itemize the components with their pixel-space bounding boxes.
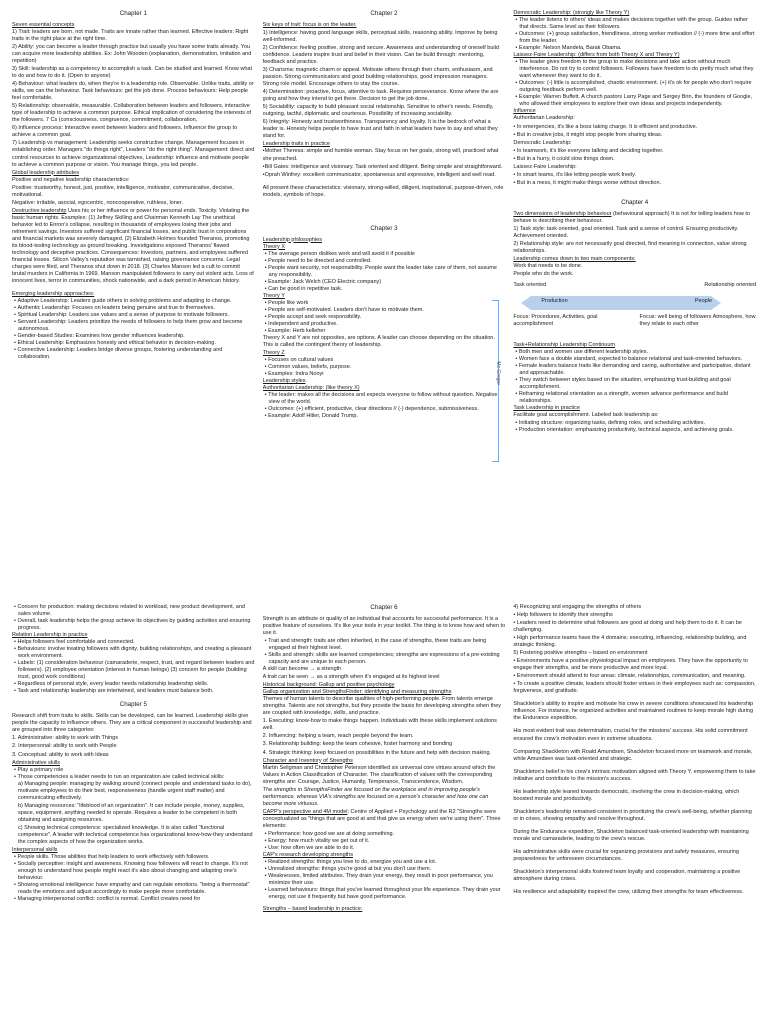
list-item: • Focuses on cultural values xyxy=(263,357,506,364)
paragraph: Shackleton's interpersonal skills fostered team loyalty and cooperation, maintaining a positive atmosphere during crises. xyxy=(513,868,741,882)
list-item: People who do the work. xyxy=(513,270,574,277)
heading-global-attributes: Global leadership attributes xyxy=(12,169,79,176)
strength-skill-lines xyxy=(263,666,506,681)
list-item: • Environment should attend to four areas: climate, relationships, communication, and meaning. xyxy=(513,673,746,680)
list-item: • Outcomes: (+) efficient, productive, clear directions // (-) dependence, submissiveness. xyxy=(263,406,506,413)
heading-philosophies: Leadership philosophies xyxy=(262,236,322,243)
six-keys-list xyxy=(263,30,506,140)
list-item: 4) Behaviour: what leaders do, when they're in a leadership role. Observable. Unlike traits, ability or skills, we can the behaviour. Task behaviours: get the job done. Process behaviours: Help people feel comfortable. xyxy=(12,81,254,102)
list-item: • Production orientation: emphasizing productivity, technical aspects, and achieving goals. xyxy=(513,427,756,434)
list-item: • Unrealized strengths: things you're good at but you don't use them. xyxy=(263,866,506,873)
task-practice-list xyxy=(513,420,756,434)
two-dimensions-paragraph xyxy=(513,211,756,225)
list-item: 1. Administrative: ability to work with Things xyxy=(12,735,118,742)
chapter-2-title: Chapter 2 xyxy=(370,10,398,17)
heading-emerging-approaches: Emerging leadership approaches: xyxy=(12,291,95,298)
heading-capp: CAPP's perspective and 4M model xyxy=(262,808,348,815)
list-item: • In teamwork, it's like everyone talking and deciding together. xyxy=(513,147,664,154)
list-item: • Leaders need to determine what followers are good at doing and help them to do it. It can be challenging. xyxy=(513,620,742,634)
paragraph: Shackleton's ability to inspire and motivate his crew in severe conditions showcased his leadership influence. For instance, he organized activities and maintained routines to keep morale high during the Endurance expedition. xyxy=(513,701,754,722)
theory-x-list xyxy=(263,251,506,293)
list-item: 5) Fostering positive strengths – based on environment xyxy=(513,650,648,657)
paragraph: Shackleton's leadership remained consistent in prioritizing the crew's well-being, whether planning or in crises, showing empathy and resolve throughout. xyxy=(513,808,752,822)
gallup-text: Themes of human talents to describe qualities of high-performing people. From talents emerge strengths. Talents are not strengths, but they provide the basis for developing strengths when they are coupled with knowledge, skills, and practice. xyxy=(262,696,502,717)
list-item: 1) Intelligence: having good language skills, perceptual skills, reasoning ability. Improve by being well-informed. xyxy=(262,29,498,43)
gallup-domains-list xyxy=(263,718,506,756)
shackleton-paragraphs xyxy=(513,701,756,896)
list-item: Democratic Leadership: xyxy=(513,139,572,146)
global-attributes-list xyxy=(12,177,255,207)
list-item: 2. Influencing: helping a team, reach people beyond the team. xyxy=(262,733,414,740)
list-item: • Independent and productive. xyxy=(263,321,506,328)
list-item: • Outcomes: (-) little is accomplished, chaotic environment. (+) it's ok for people who don't require outgoing feedback perform well. xyxy=(513,80,756,94)
paragraph: His leadership style leaned towards democratic, involving the crew in decision-making, which boosted morale and productivity. xyxy=(513,788,740,802)
list-item: Laissez-Faire Leadership: xyxy=(513,163,577,170)
heading-essential-concepts: Seven essential concepts xyxy=(12,21,75,28)
paragraph: His most evident trait was determination, crucial for the missions' success. His solid commitment ensured the crew's motivation even in extreme situations. xyxy=(513,728,748,742)
heading-relation-practice: Relation Leadership in practice xyxy=(12,632,88,639)
list-item: • But in a hurry, it could slow things down. xyxy=(513,155,615,162)
list-item: • The average person dislikes work and will avoid it if possible xyxy=(263,251,506,258)
heading-two-dimensions: Two dimensions of leadership behaviour xyxy=(513,210,612,217)
list-item: • Showing emotional intelligence: have empathy and can regulate emotions. "being a thermostat" reads the emotions and adjust accordingly to make people more comfortable. xyxy=(12,882,255,896)
list-item: 4. Strategic thinking: keep focused on possibilities in the future and help with decision making. xyxy=(262,749,492,756)
list-item: • Realized strengths: things you love to do, energize you and use a lot. xyxy=(263,859,506,866)
strength-intro: Strength is an attribute or quality of an individual that accounts for successful performance. It is a positive feature of ourselves. It's like your tools in your toolkit. The thing is to know how and when to use it. xyxy=(262,615,506,636)
destructive-text: Uses his or her influence or power for personal ends. Toxicity. Violating the basic human rights. Examples: (1) Jeffrey Skilling and Chairman Kenneth Lay The unethical behavior led to Enron's collapse, resulting in thousands of employees losing their jobs and retirement savings. Investors suffered significant financial losses, and public trust in corporations and financial markets was severely damaged. (2) Elizabeth Holmes founded Theranos, promoting its blood-testing technology as ground breaking. Investigations exposed Theranos' flawed technology and deceptive practices. Consequences: Investors, partners, and employees suffered financial losses. Silicon Valley's reputation was tarnished, raising governance concerns. Legal charges were filed, and Theranos shut down in 2018. (3) Charles Manson led a cult to commit brutal murders in California in 1969. Manson manipulated followers to carry out violent acts. Loss of innocent lives, terror in communities, shock nationwide, and a dark period in American history. xyxy=(12,207,254,285)
relation-practice-list xyxy=(12,639,255,695)
list-item: a) Managing people: managing by walking around (connect people and understand tasks to do), motivate employees to do their best, responsiveness (handle urgent staff matter) and communicating effectively. xyxy=(18,780,252,801)
list-item: 6) Influence process: Interactive event between leaders and followers. Influence the group to achieve a common goal. xyxy=(12,125,238,139)
diagram-people: People xyxy=(694,297,713,304)
list-item: 2) Relationship style: are not necessarily goal directed, find meaning in connection, value strong relationships. xyxy=(513,240,747,254)
administrative-list xyxy=(12,767,255,781)
heading-character-inventory: Character and Inventory of Strengths xyxy=(262,757,353,764)
essential-concepts-list xyxy=(12,29,255,169)
chapter-5-title: Chapter 5 xyxy=(119,701,147,709)
list-item: • Socially perceptive: insight and awareness. Knowing how followers will react to change. It's not enough to understand how people might react it's also about changing and adapting one's behaviour. xyxy=(12,861,255,882)
list-item: 7) Leadership vs management: Leadership seeks constructive change. Management focuses in establishing order. Managers "do things right", Leaders "do the right thing". Management: direct and control resources to achieve organizational objectives, Leadership: influence and motivate people to achieve a common purpose or vision. You manage things, you led people. xyxy=(12,140,255,168)
list-item: 4) Determination: proactive, focus, attentive to task. Requires perseverance. Know where the are going and how they intend to get there. Decision to get the job done. xyxy=(262,89,499,103)
list-item: • Trait and strength: traits are often inherited, in the case of strengths, these traits are being engaged at their highest level. xyxy=(263,638,506,652)
list-item: • The leader listens to others' ideas and makes decisions together with the group. Guides rather that directs. Same level as their followers. xyxy=(513,17,756,31)
list-item: A trait can be seen → as a strength when it's engaged at its highest level xyxy=(262,674,440,681)
list-item: • Initiating structure: organizing tasks, defining roles, and scheduling activities. xyxy=(513,420,756,427)
chapter-4-title: Chapter 4 xyxy=(621,198,649,206)
heading-historical-background: Historical background: Gallup and positive psychology xyxy=(262,682,395,689)
capp-text: : Centre of Applied + Psychology and the R2 "Strengths were conceptualized as "things that are good at and that give us energy when we're using them". Three elements: xyxy=(262,808,501,829)
heading-influence: Influence xyxy=(513,108,536,115)
capp-elements-list xyxy=(263,831,506,852)
list-item: • Outcomes: (+) group satisfaction, friendliness, strong worker motivation // (-) more time and effort from the leader. xyxy=(513,31,756,45)
list-item: • Example: Nelson Mandela, Barak Obama. xyxy=(513,45,756,52)
heading-administrative: Administrative skills xyxy=(12,759,60,766)
heading-theory-z: Theory Z xyxy=(262,350,285,357)
list-item: • The leader: makes all the decisions and expects everyone to follow without question. Negative view of the world. xyxy=(263,392,506,406)
list-item: Authoritarian Leadership: xyxy=(513,115,575,122)
list-item: • Learned behaviours: things that you've learned throughout your life experience. They drain your energy, not use it frequently but have good performance. xyxy=(263,887,506,901)
list-item: • Behaviours: involve treating followers with dignity, building relationships, and creating a pleasant work environment. xyxy=(12,646,255,660)
emerging-approaches-list xyxy=(12,298,255,361)
list-item: • In smart teams, it's like letting people work freely. xyxy=(513,171,637,178)
top-row xyxy=(12,10,756,570)
list-item: Negative: irritable, asocial, egocentric, noncooperative, ruthless, loner. xyxy=(12,199,183,206)
paragraph: His resilience and adaptability inspired the crew, utilizing their strengths for team effectiveness. xyxy=(513,888,744,895)
heading-leadership-styles: Leadership styles xyxy=(262,378,306,385)
heading-capp-research: CAP's research developing strengths xyxy=(262,851,353,858)
heading-authoritarian: Authoritarian Leadership: (like theory X) xyxy=(262,385,360,392)
paragraph: His administrative skills were crucial for organizing provisions and safety measures, ensuring preparedness for unforeseen circumstances. xyxy=(513,848,739,862)
chapter-1-title: Chapter 1 xyxy=(119,10,147,17)
list-item: 2) Ability: you can become a leader through practice but usually you have some traits already. You can acquire more leadership abilities. Ex: John Wooden (explanation, demonstration, imitation and repetition) xyxy=(12,44,252,65)
list-item: • Can be good in repetitive task. xyxy=(263,286,506,293)
list-item: • Connective Leadership: Leaders bridge diverse groups, fostering understanding and collaboration. xyxy=(12,347,255,361)
laissez-faire-list xyxy=(513,59,756,108)
list-item: • Spiritual Leadership: Leaders use values and a sense of purpose to motivate followers. xyxy=(12,312,255,319)
list-item: •Mother Theresa: simple and humble woman. Stay focus on her goals, strong will, practiced what she preached. xyxy=(262,148,499,162)
continuum-list xyxy=(513,349,756,405)
two-dimensions-text: (behavioural approach) It is not for telling leaders how to behave is describing their behaviour. xyxy=(513,210,750,224)
list-item: 5) Relationship: observable, measurable. Collaboration between leaders and followers, interactive type of leadership to achieve a common purpose. Ethical implication of considering the interests of the followers. 7 Cs (consciousness, congruence, commitment, collaboration, xyxy=(12,103,252,124)
heading-theory-x: Theory X xyxy=(262,243,285,250)
list-item: • People skills. Those abilities that help leaders to work effectively with followers. xyxy=(12,854,255,861)
diagram-relationship-oriented: Relationship oriented xyxy=(704,281,757,288)
character-text: Martin Seligman and Christopher Peterson identified six universal core virtues around which the Values in Action Classification of Character. The classification of values with the corresponding strengths are: Courage, Justice, Humanity, Temperance, Transcendence, Wisdom. xyxy=(262,764,496,785)
list-item: • In emergencies, it's like a boss taking charge. It is efficient and productive. xyxy=(513,123,698,130)
authoritarian-list xyxy=(263,392,506,420)
list-item: • Use: how often we are able to do it. xyxy=(263,845,506,852)
list-item: 3. Conceptual: ability to work with Ideas xyxy=(12,751,109,758)
diagram-task-focus: Focus: Procedures, Activities, goal accomplishment xyxy=(513,313,598,327)
chapter-5-intro: Research shift from traits to skills. Skills can be developed, can be learned. Leadership skills give people the capacity to influence others. They are a critical component in successful leadership and are grouped into three categories: xyxy=(12,713,252,734)
list-item: • Play a primary role xyxy=(12,767,255,774)
bottom-row xyxy=(12,604,756,1018)
list-item: • Both men and women use different leadership styles. xyxy=(513,349,756,356)
capp-research-list xyxy=(263,859,506,901)
list-item: •Oprah Winfrey: excellent communicator, spontaneous and expressive, intelligent and well read. xyxy=(262,171,496,178)
heading-task-practice: Task Leadership in practice xyxy=(513,405,580,412)
orientation-diagram xyxy=(513,282,756,338)
dimensions-list xyxy=(513,226,756,255)
task-practice-text: Facilitate goal accomplishment. Labeled task leadership as: xyxy=(513,412,659,419)
capp-paragraph xyxy=(263,809,506,830)
list-item: • Labels: (1) consideration behaviour (camaraderie, respect, trust, and regard between leaders and followers). (2) employee orientation (interest in human beings) (3) concern for people (building trust, good work conditions) xyxy=(12,660,255,681)
paragraph: During the Endurance expedition, Shackleton balanced task-oriented leadership with maintaining morale and camaraderie, leading to the crew's rescue. xyxy=(513,828,749,842)
list-item: A skill can become → a strength xyxy=(262,666,342,673)
list-item: c) Showing technical competence: specialized knowledge. It is also called "functional competence". A leader with technical competence has organizational know-how-they understand the complex aspects of how the organization works. xyxy=(18,824,253,845)
list-item: Positive: trustworthy, honest, just, positive, intelligence, motivator, communicative, decisive, motivational. xyxy=(12,184,234,198)
list-item: • High performance teams have the 4 domains: executing, influencing, relationship building, and strategic thinking. xyxy=(513,635,747,649)
list-item: • Energy: how much vitality we get out of it. xyxy=(263,838,506,845)
administrative-sub-list xyxy=(12,781,255,846)
heading-democratic: Democratic Leadership: (strongly like Theory Y) xyxy=(513,10,630,16)
list-item: 5) Sociability: capacity to build pleasant social relationship. Sensitive to other's needs. Friendly, outgoing, tactful, diplomatic and courteous. Possibility of increasing sociability. xyxy=(262,104,494,118)
list-item: 2. Interpersonal: ability to work with People xyxy=(12,743,117,750)
list-item: 1. Executing: know-how to make things happen. Individuals with these skills implement solutions well. xyxy=(262,718,497,732)
strengths-practice-list xyxy=(513,604,756,695)
list-item: •Bill Gates: intelligence and visionary. Task oriented and diligent. Being simple and straightforward. xyxy=(262,163,503,170)
chapter-6-title: Chapter 6 xyxy=(370,604,398,611)
list-item: • Reframing relational orientation as a strength, women advance performance and build relationships. xyxy=(513,391,756,405)
democratic-list xyxy=(513,17,756,52)
list-item: • Authentic Leadership: Focuses on leaders being genuine and true to themselves. xyxy=(12,305,255,312)
strength-definition-list xyxy=(263,638,506,666)
list-item: • Example: Jack Welch (CEO Electric company) xyxy=(263,279,506,286)
column-chapters-2-3 xyxy=(263,10,506,570)
list-item: • Example: Adolf Hitler, Donald Trump. xyxy=(263,413,506,420)
list-item: Positive and negative leadership characteristics: xyxy=(12,176,130,183)
column-strengths-shackleton xyxy=(513,604,756,1018)
heading-strengths-practice: Strengths – based leadership in practice: xyxy=(262,906,363,913)
list-item: Work that needs to be done. xyxy=(513,262,583,269)
list-item: • The leader gives freedom to the group to make decisions and take action without much interference. Do not try to control followers. Followers have freedom to do pretty much what they want whenever they want to do it. xyxy=(513,59,756,80)
heading-gallup: Gallup organization and StrengthsFinder: identifying and measuring strengths xyxy=(262,689,452,696)
heading-continuum: Task+Relationship Leadership Continuum xyxy=(513,341,616,348)
theory-y-list xyxy=(263,300,506,335)
list-item: • Those competencies a leader needs to run an organization are called technical skills: xyxy=(12,774,255,781)
list-item: • Concern for production: making decisions related to workload, new product development, and sales volume. xyxy=(12,604,255,618)
character-italic-note: The strengths in StrengthsFinder are focused on the workplace and in improving people's performance, whereas VIA's strengths are focused on a person's character and how one can become more virtuous. xyxy=(262,786,489,807)
list-item: • People want security, not responsibility. People want the leader take care of them, not assume any responsibility. xyxy=(263,265,506,279)
list-item: 6) Integrity: Honesty and trustworthiness. Transparency and loyalty. It is the bedrock of what a leader is. Honesty helps people to have trust and faith in what leaders have to say and what they stand for. xyxy=(262,119,498,140)
list-item: 3) Skill: leadership as a competency to accomplish a task. Can be studied and learned. Know what to do and how to do it. (Open to anyone) xyxy=(12,66,252,80)
mcgregor-label: Mc Gregor xyxy=(494,361,501,386)
list-item: • Task and relationship leadership are intertwined, and leaders must balance both. xyxy=(12,688,255,695)
list-item: • Example: Herb kelleher xyxy=(263,328,506,335)
list-item: • People are self-motivated. Leaders don't have to motivate them. xyxy=(263,307,506,314)
diagram-relationship-focus: Focus: well being of followers Atmosphere, how they relate to each other xyxy=(639,313,756,327)
list-item: • Helps followers feel comfortable and connected. xyxy=(12,639,255,646)
interpersonal-list xyxy=(12,854,255,903)
list-item: 1) Trait: leaders are born, not made. Traits are innate rather than learned. Effective leaders: Right traits in the right place at the right time. xyxy=(12,28,249,42)
task-leadership-list xyxy=(12,604,255,632)
list-item: • Women face a double standard, expected to balance relational and task-oriented behaviors. xyxy=(513,356,756,363)
influence-list xyxy=(513,115,756,186)
list-item: 2) Confidence: feeling positive, strong and secure. Awareness and understanding of oneself build confidence. Leaders inspire trust and belief in their vision. Can be build through: mentoring, feedback and practice. xyxy=(262,45,499,66)
six-keys-intro: Six keys of trait: focus is on the leader. xyxy=(262,21,357,28)
paragraph: Comparing Shackleton with Roald Amundsen, Shackleton focused more on teamwork and morale, while Amundsen was task-oriented and strategic. xyxy=(513,748,753,762)
diagram-production: Production xyxy=(541,297,568,304)
column-chapter-5 xyxy=(12,604,255,1018)
skill-categories-list xyxy=(12,735,255,758)
traits-practice-list xyxy=(263,148,506,178)
traits-summary: All present these characteristics: visionary, strong-willed, diligent, inspirational, purpose-driven, role models, symbols of hope. xyxy=(262,184,504,198)
list-item: • Managing interpersonal conflict: conflict is normal. Conflict creates need for xyxy=(12,896,255,903)
list-item: • Regardless of personal style, every leader needs relationship leadership skills. xyxy=(12,681,255,688)
list-item: • People accept and seek responsibility. xyxy=(263,314,506,321)
list-item: • Common values, beliefs, purpose. xyxy=(263,364,506,371)
list-item: • To create a positive climate, leaders should foster virtues in their employees such as: compassion, forgiveness, and gratitude. xyxy=(513,681,756,695)
list-item: • Adaptive Leadership: Leaders guide others in solving problems and adapting to change. xyxy=(12,298,255,305)
list-item: 4) Recognizing and engaging the strengths of others xyxy=(513,604,642,610)
diagram-task-oriented: Task oriented xyxy=(513,281,547,288)
heading-two-components: Leadership comes down to two main components: xyxy=(513,255,636,262)
list-item: • But in a mess, it might make things worse without direction. xyxy=(513,179,662,186)
components-list xyxy=(513,263,756,278)
heading-theory-y: Theory Y xyxy=(262,292,285,299)
heading-destructive: Destructive leadership xyxy=(12,207,67,214)
destructive-leadership-paragraph xyxy=(12,208,255,285)
list-item: • Overall, task leadership helps the group achieve its objectives by guiding activities and ensuring progress. xyxy=(12,618,255,632)
heading-laissez-faire: Laissez-Faire Leadership: (differs from both Theory X and Theory Y) xyxy=(513,52,680,59)
list-item: 1) Task style: task oriented, goal oriented. Task and a sense of control. Ensuring productivity. Achievement oriented. xyxy=(513,225,739,239)
heading-traits-practice: Leadership traits in practice xyxy=(262,141,330,148)
list-item: 3. Relationship building: keep the team cohesive, foster harmony and bonding xyxy=(262,741,453,748)
list-item: • Weaknesses, limited attributes. They drain your energy, they result in poor performance, you minimize their use. xyxy=(263,873,506,887)
heading-interpersonal: Interpersonal skills xyxy=(12,846,58,853)
theory-z-list xyxy=(263,357,506,378)
column-chapter-6 xyxy=(263,604,506,1018)
list-item: • But in creative jobs, it might stop people from sharing ideas. xyxy=(513,131,663,138)
list-item: • Ethical Leadership: Emphasizes honesty and ethical behavior in decision-making. xyxy=(12,340,255,347)
list-item: • They switch between styles based on the situation, emphasizing trust-building and goal accomplishment. xyxy=(513,377,756,391)
list-item: • Environments have a positive physiological impact on employees. They have the opportunity to engage their strengths, and be more productive and more loyal. xyxy=(513,658,748,672)
paragraph: Shackleton's belief in his crew's intrinsic motivation aligned with Theory Y, empowering them to take initiative and contribute to the mission's success. xyxy=(513,768,756,782)
list-item: • Performance: how good we are at doing something. xyxy=(263,831,506,838)
chapter-3-title: Chapter 3 xyxy=(370,224,398,232)
list-item: • People need to be directed and controlled. xyxy=(263,258,506,265)
list-item: • Servant Leadership: Leaders prioritize the needs of followers to help them grow and become autonomous. xyxy=(12,319,255,333)
list-item: • People like work xyxy=(263,300,506,307)
list-item: • Help followers to identify their strengths xyxy=(513,612,613,619)
list-item: • Example: Warren Buffett. A church pastors Larry Page and Sergey Brin, the founders of Google, who allowed their employees to explore their own ideas and projects independently. xyxy=(513,94,756,108)
list-item: • Gender-based Studies: Examines how gender influences leadership. xyxy=(12,333,255,340)
list-item: • Skills and strength: skills are learned competencies; strengths are expressions of a pre-existing capacity and are unique to each person. xyxy=(263,652,506,666)
column-chapter-3-4 xyxy=(513,10,756,570)
column-chapter-1 xyxy=(12,10,255,570)
list-item: b) Managing resources: "lifeblood of an organization". It can include people, money, supplies, space, equipment, anything needed to operate. Requires a leader to be competent in both obtaining and assigning resources. xyxy=(18,802,245,823)
list-item: • Examples: Indra Nooyi xyxy=(263,371,506,378)
list-item: 3) Charisma: magnetic charm or appeal. Motivate others through their charm, enthusiasm, and passion. Strong communicators and good building relationships, good impression managers. Strong role model. Encourage others to stay the course. xyxy=(262,67,493,88)
theory-xy-note: Theory X and Y are not opposites, are options. A leader can choose depending on the situation. This is called the contingent theory of leadership. xyxy=(262,335,495,349)
list-item: • Female leaders balance traits like demanding and caring, authoritative and participative, distant and approachable. xyxy=(513,363,756,377)
